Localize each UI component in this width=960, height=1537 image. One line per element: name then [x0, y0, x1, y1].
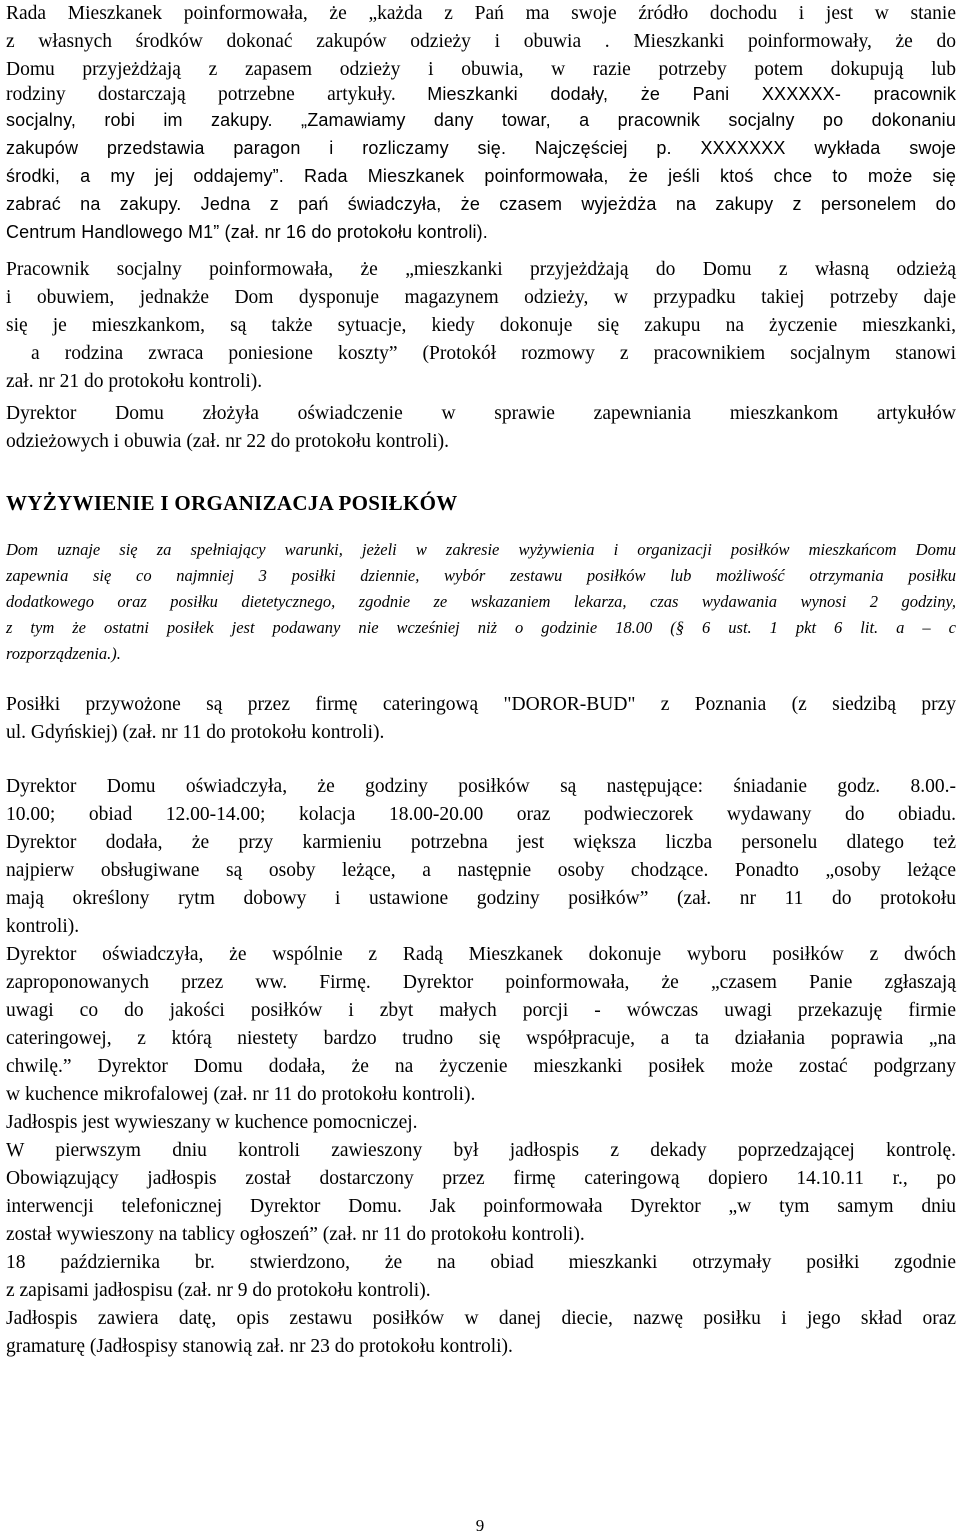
text-line: Rada Mieszkanek poinformowała, że „każda z Pań ma swoje źródło dochodu i jest w stanie	[6, 3, 956, 24]
text-line: Dyrektor Domu oświadczyła, że godziny posiłków są następujące: śniadanie godz. 8.00.-	[6, 776, 956, 797]
text-line: 18 października br. stwierdzono, że na obiad mieszkanki otrzymały posiłki zgodnie	[6, 1252, 956, 1273]
text-line: kontroli).	[6, 916, 80, 937]
text-line: mają określony rytm dobowy i ustawione godziny posiłków” (zał. nr 11 do protokołu	[6, 888, 956, 909]
text-line: gramaturę (Jadłospisy stanowią zał. nr 23 do protokołu kontroli).	[6, 1336, 513, 1357]
regulation-paragraph	[6, 537, 956, 667]
text-line: się je mieszkankom, są także sytuacje, kiedy dokonuje się zakupu na życzenie mieszkanki,	[6, 315, 956, 336]
text-line: środki, a my jej oddajemy”. Rada Mieszkanek poinformowała, że jeśli ktoś chce to może się	[6, 166, 956, 186]
text-line: Jadłospis zawiera datę, opis zestawu posiłków w danej diecie, nazwę posiłku i jego skład oraz	[6, 1308, 956, 1329]
top-paragraph	[6, 0, 956, 246]
text-line: Domu przyjeżdżają z zapasem odzieży i obuwia, w razie potrzeby potem dokupują lub	[6, 59, 956, 80]
text-line: Jadłospis jest wywieszany w kuchence pomocniczej.	[6, 1112, 418, 1133]
text-line: uwagi co do jakości posiłków i zbyt małych porcji - wówczas uwagi przekazuję firmie	[6, 1000, 956, 1021]
text-line	[6, 84, 956, 106]
text-line: 10.00; obiad 12.00-14.00; kolacja 18.00-20.00 oraz podwieczorek wydawany do obiadu.	[6, 804, 956, 825]
text-line: rozporządzenia.).	[6, 644, 121, 663]
text-line: Dyrektor dodała, że przy karmieniu potrzebna jest większa liczba personelu dlatego też	[6, 832, 956, 853]
text-line: Dom uznaje się za spełniający warunki, jeżeli w zakresie wyżywienia i organizacji posiłków mieszkańcom Domu	[6, 540, 956, 559]
text-line: z tym że ostatni posiłek jest podawany nie wcześniej niż o godzinie 18.00 (§ 6 ust. 1 pkt 6 lit. a – c	[6, 618, 956, 637]
text-line: interwencji telefonicznej Dyrektor Domu. Jak poinformowała Dyrektor „w tym samym dniu	[6, 1196, 956, 1217]
text-line: socjalny, robi im zakupy. „Zamawiamy dany towar, a pracownik socjalny po dokonaniu	[6, 110, 956, 130]
text-line: odzieżowych i obuwia (zał. nr 22 do protokołu kontroli).	[6, 431, 449, 452]
text-line: ul. Gdyńskiej) (zał. nr 11 do protokołu kontroli).	[6, 722, 385, 743]
text-segment: Mieszkanki dodały, że Pani XXXXXX- pracownik	[427, 84, 956, 104]
page-number: 9	[475, 1516, 485, 1535]
text-line: i obuwiem, jednakże Dom dysponuje magazynem odzieży, w przypadku takiej potrzeby daje	[6, 287, 956, 308]
text-line: Dyrektor oświadczyła, że wspólnie z Radą Mieszkanek dokonuje wyboru posiłków z dwóch	[6, 944, 956, 965]
text-line: najpierw obsługiwane są osoby leżące, a następnie osoby chodzące. Ponadto „osoby leżące	[6, 860, 956, 881]
text-line: zapewnia się co najmniej 3 posiłki dziennie, wybór zestawu posiłków lub możliwość otrzymania posiłku	[6, 566, 956, 585]
meal-hours-paragraph	[6, 773, 956, 1361]
text-line: cateringowej, z którą niestety bardzo trudno się współpracuje, a ta działania poprawia „na	[6, 1028, 956, 1049]
text-line: a rodzina zwraca poniesione koszty” (Protokół rozmowy z pracownikiem socjalnym stanowi	[6, 343, 956, 364]
text-line: Posiłki przywożone są przez firmę cateringową "DOROR-BUD" z Poznania (z siedzibą przy	[6, 694, 956, 715]
catering-paragraph	[6, 691, 956, 747]
text-line: z własnych środków dokonać zakupów odzieży i obuwia . Mieszkanki poinformowały, że do	[6, 31, 956, 52]
text-line: zakupów przedstawia paragon i rozliczamy się. Najczęściej p. XXXXXXX wykłada swoje	[6, 138, 956, 158]
text-line: został wywieszony na tablicy ogłoszeń” (zał. nr 11 do protokołu kontroli).	[6, 1224, 585, 1245]
social-worker-paragraph	[6, 256, 956, 396]
text-line: Centrum Handlowego M1” (zał. nr 16 do protokołu kontroli).	[6, 222, 488, 242]
text-line: zał. nr 21 do protokołu kontroli).	[6, 371, 263, 392]
text-line: Dyrektor Domu złożyła oświadczenie w sprawie zapewniania mieszkankom artykułów	[6, 403, 956, 424]
text-line: zaproponowanych przez ww. Firmę. Dyrektor poinformowała, że „czasem Panie zgłaszają	[6, 972, 956, 993]
text-line: W pierwszym dniu kontroli zawieszony był jadłospis z dekady poprzedzającej kontrolę.	[6, 1140, 956, 1161]
text-line: z zapisami jadłospisu (zał. nr 9 do protokołu kontroli).	[6, 1280, 431, 1301]
text-line: Pracownik socjalny poinformowała, że „mieszkanki przyjeżdżają do Domu z własną odzieżą	[6, 259, 956, 280]
section-heading: WYŻYWIENIE I ORGANIZACJA POSIŁKÓW	[6, 491, 458, 515]
text-segment: rodziny dostarczają potrzebne artykuły.	[6, 84, 396, 105]
text-line: zabrać na zakupy. Jedna z pań świadczyła, że czasem wyjeżdża na zakupy z personelem do	[6, 194, 956, 214]
director-clothing-paragraph	[6, 400, 956, 456]
text-line: chwilę.” Dyrektor Domu dodała, że na życzenie mieszkanki posiłek może zostać podgrzany	[6, 1056, 956, 1077]
text-line: Obowiązujący jadłospis został dostarczony przez firmę cateringową dopiero 14.10.11 r., po	[6, 1168, 956, 1189]
text-line: w kuchence mikrofalowej (zał. nr 11 do protokołu kontroli).	[6, 1084, 476, 1105]
text-line: dodatkowego oraz posiłku dietetycznego, zgodnie ze wskazaniem lekarza, czas wydawania wynosi 2 godziny,	[6, 592, 956, 611]
